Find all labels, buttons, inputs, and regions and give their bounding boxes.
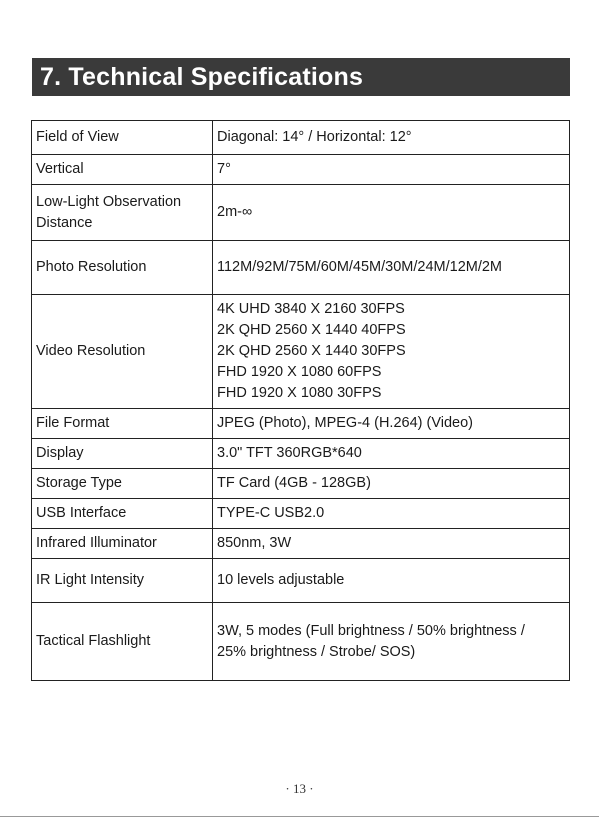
table-row: [32, 469, 570, 499]
spec-value: 2m-∞: [213, 185, 570, 241]
spec-value: 4K UHD 3840 X 2160 30FPS 2K QHD 2560 X 1440 40FPS 2K QHD 2560 X 1440 30FPS FHD 1920 X 1080 60FPS FHD 1920 X 1080 30FPS: [213, 295, 570, 409]
spec-label: Video Resolution: [32, 295, 213, 409]
spec-label: Low-Light Observation Distance: [32, 185, 213, 241]
table-row: [32, 185, 570, 241]
spec-label: Tactical Flashlight: [32, 603, 213, 681]
table-row: [32, 295, 570, 409]
spec-label: Display: [32, 439, 213, 469]
table-row: [32, 155, 570, 185]
spec-value: JPEG (Photo), MPEG-4 (H.264) (Video): [213, 409, 570, 439]
spec-value: TYPE-C USB2.0: [213, 499, 570, 529]
table-row: [32, 121, 570, 155]
spec-value: TF Card (4GB - 128GB): [213, 469, 570, 499]
table-row: [32, 559, 570, 603]
table-row: [32, 603, 570, 681]
spec-label: Photo Resolution: [32, 241, 213, 295]
spec-label: Storage Type: [32, 469, 213, 499]
spec-value: 112M/92M/75M/60M/45M/30M/24M/12M/2M: [213, 241, 570, 295]
spec-value: 7°: [213, 155, 570, 185]
specifications-table: [31, 120, 570, 681]
spec-value: 3.0" TFT 360RGB*640: [213, 439, 570, 469]
table-row: [32, 409, 570, 439]
page-number: · 13 ·: [285, 781, 314, 796]
table-row: [32, 439, 570, 469]
table-row: [32, 499, 570, 529]
bottom-divider: [0, 816, 599, 817]
spec-label: IR Light Intensity: [32, 559, 213, 603]
spec-value: 850nm, 3W: [213, 529, 570, 559]
spec-label: Vertical: [32, 155, 213, 185]
spec-value: 3W, 5 modes (Full brightness / 50% brightness / 25% brightness / Strobe/ SOS): [213, 603, 570, 681]
section-title-banner: [32, 58, 570, 96]
table-row: [32, 241, 570, 295]
section-title: 7. Technical Specifications: [40, 63, 364, 91]
spec-value: 10 levels adjustable: [213, 559, 570, 603]
spec-label: File Format: [32, 409, 213, 439]
spec-label: Infrared Illuminator: [32, 529, 213, 559]
spec-value: Diagonal: 14° / Horizontal: 12°: [213, 121, 570, 155]
table-row: [32, 529, 570, 559]
spec-label: Field of View: [32, 121, 213, 155]
spec-label: USB Interface: [32, 499, 213, 529]
